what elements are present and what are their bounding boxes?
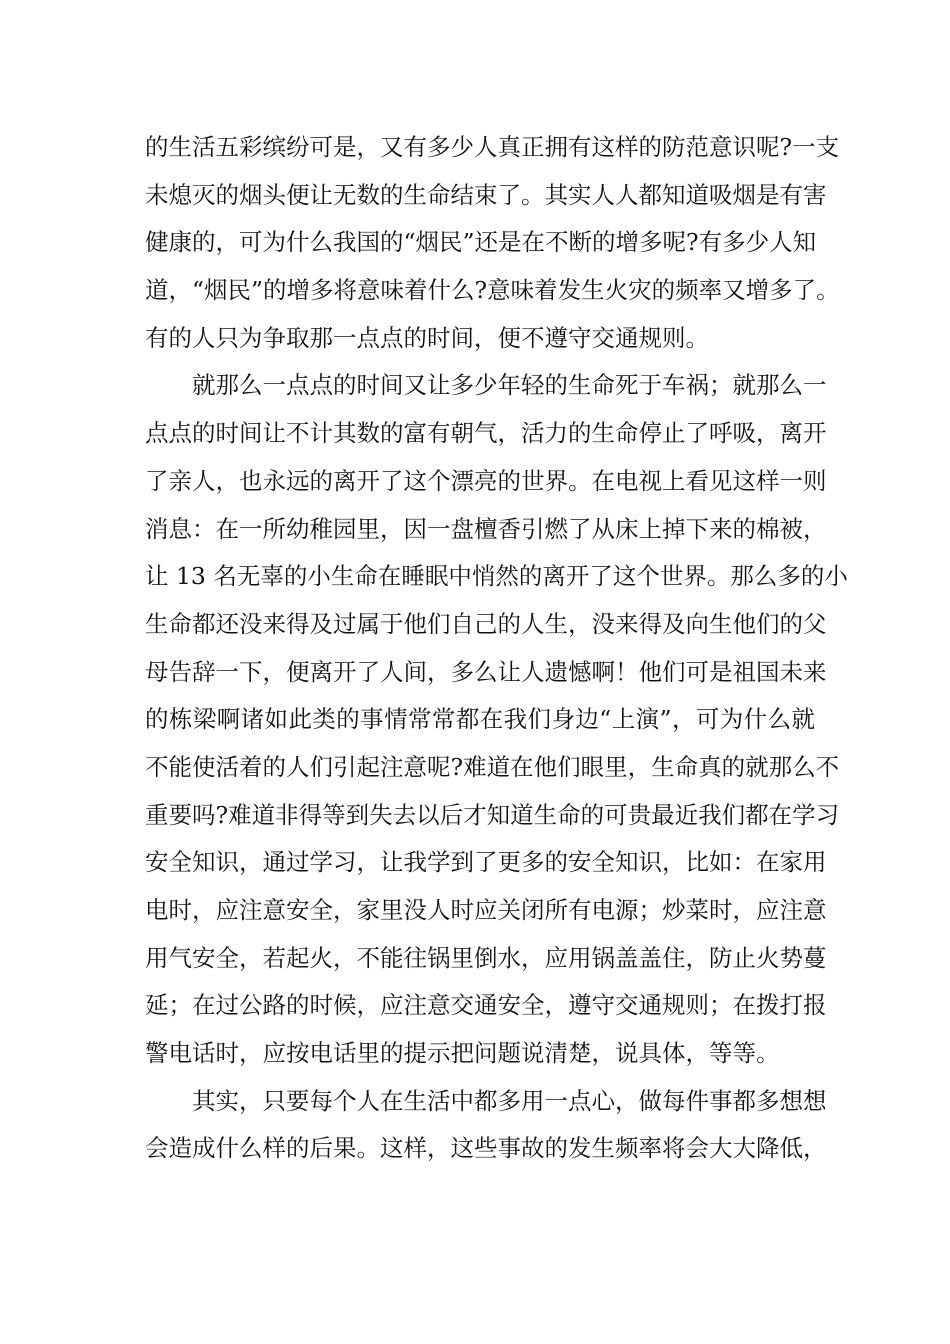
text-line: 延；在过公路的时候，应注意交通安全，遵守交通规则；在拨打报	[145, 991, 827, 1020]
text-line: 的生活五彩缤纷可是，又有多少人真正拥有这样的防范意识呢?一支	[145, 133, 840, 161]
text-line: 消息：在一所幼稚园里，因一盘檀香引燃了从床上掉下来的棉被，	[145, 514, 827, 543]
text-line: 健康的，可为什么我国的“烟民”还是在不断的增多呢?有多少人知	[145, 228, 817, 257]
text-line: 生命都还没来得及过属于他们自己的人生，没来得及向生他们的父	[145, 609, 827, 638]
text-line: 会造成什么样的后果。这样，这些事故的发生频率将会大大降低，	[145, 1134, 827, 1163]
paragraph-first-line: 就那么一点点的时间又让多少年轻的生命死于车祸；就那么一	[192, 371, 827, 400]
text-line: 警电话时，应按电话里的提示把问题说清楚，说具体，等等。	[145, 1039, 780, 1068]
paragraph-first-line: 其实，只要每个人在生活中都多用一点心，做每件事都多想想	[192, 1086, 827, 1115]
text-line: 不能使活着的人们引起注意呢?难道在他们眼里，生命真的就那么不	[145, 752, 840, 781]
text-line: 有的人只为争取那一点点的时间，便不遵守交通规则。	[145, 323, 709, 352]
body-text	[145, 124, 848, 1173]
text-line: 母告辞一下，便离开了人间，多么让人遗憾啊！他们可是祖国未来	[145, 657, 827, 686]
text-line: 安全知识，通过学习，让我学到了更多的安全知识，比如：在家用	[145, 848, 827, 877]
text-line: 点点的时间让不计其数的富有朝气，活力的生命停止了呼吸，离开	[145, 419, 827, 448]
text-line: 用气安全，若起火，不能往锅里倒水，应用锅盖盖住，防止火势蔓	[145, 943, 827, 972]
text-line: 电时，应注意安全，家里没人时应关闭所有电源；炒菜时，应注意	[145, 896, 827, 924]
text-line: 道，“烟民”的增多将意味着什么?意味着发生火灾的频率又增多了。	[145, 276, 840, 305]
text-line: 让 13 名无辜的小生命在睡眠中悄然的离开了这个世界。那么多的小	[145, 562, 848, 591]
text-line: 的栋梁啊诸如此类的事情常常都在我们身边“上演”，可为什么就	[145, 705, 815, 734]
text-line: 了亲人，也永远的离开了这个漂亮的世界。在电视上看见这样一则	[145, 466, 827, 495]
text-line: 重要吗?难道非得等到失去以后才知道生命的可贵最近我们都在学习	[145, 800, 840, 829]
text-line: 未熄灭的烟头便让无数的生命结束了。其实人人都知道吸烟是有害	[145, 180, 827, 209]
